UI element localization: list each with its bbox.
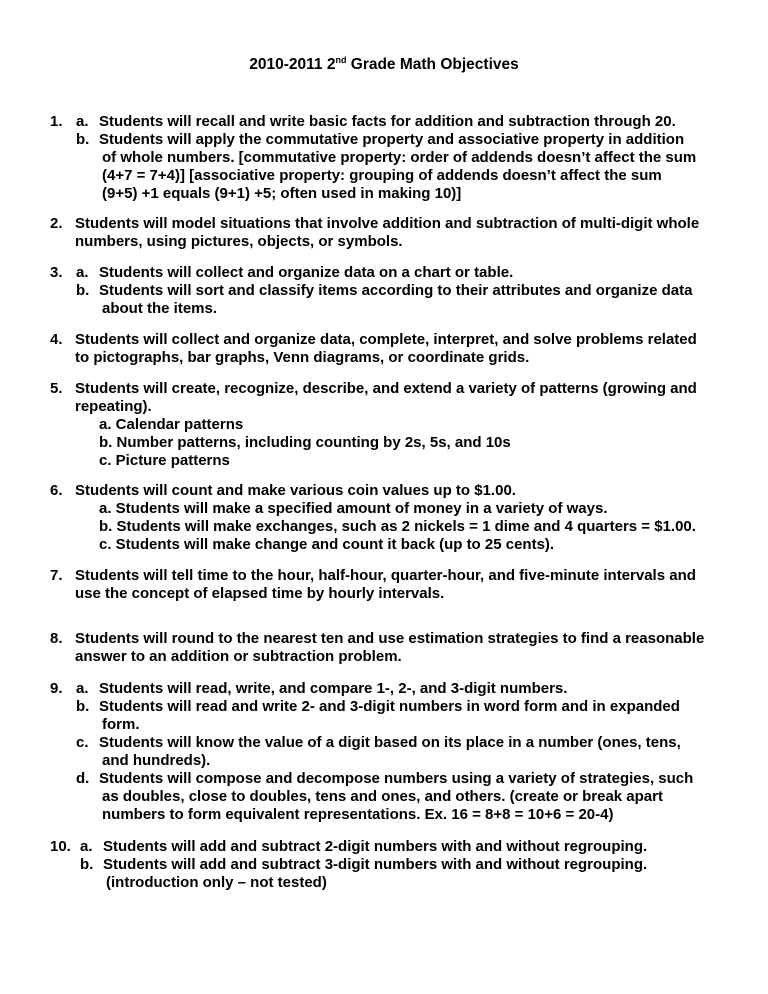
objective-text: to pictographs, bar graphs, Venn diagrams, or coordinate grids. [75, 349, 530, 366]
objective-text: of whole numbers. [commutative property: order of addends doesn’t affect the sum [102, 149, 697, 166]
objective-text: Students will collect and organize data, complete, interpret, and solve problems related [75, 331, 697, 348]
sub-label: c. [76, 734, 89, 751]
objective-text: about the items. [102, 300, 218, 317]
objective-text: numbers to form equivalent representations. Ex. 16 = 8+8 = 10+6 = 20-4) [102, 806, 614, 823]
sub-label: a. [76, 264, 89, 281]
objective-text: Students will tell time to the hour, half-hour, quarter-hour, and five-minute intervals and [75, 567, 696, 584]
objective-number: 4. [50, 331, 63, 348]
sub-label: d. [76, 770, 90, 787]
objective-text: Students will apply the commutative property and associative property in addition [99, 131, 685, 148]
objective-number: 5. [50, 380, 63, 397]
sub-label: b. [76, 131, 90, 148]
objective-text: Students will count and make various coin values up to $1.00. [75, 482, 516, 499]
objective-text: b. Students will make exchanges, such as 2 nickels = 1 dime and 4 quarters = $1.00. [99, 518, 696, 535]
objective-number: 1. [50, 113, 63, 130]
sub-label: a. [76, 680, 89, 697]
objective-text: Students will know the value of a digit based on its place in a number (ones, tens, [99, 734, 681, 751]
objective-text: c. Picture patterns [99, 452, 230, 469]
objective-text: Students will model situations that involve addition and subtraction of multi-digit whole [75, 215, 700, 232]
objective-text: Students will create, recognize, describe, and extend a variety of patterns (growing and [75, 380, 697, 397]
objective-text: Students will compose and decompose numbers using a variety of strategies, such [99, 770, 694, 787]
objective-text: (9+5) +1 equals (9+1) +5; often used in making 10)] [102, 185, 462, 202]
sub-label: a. [80, 838, 93, 855]
objective-text: c. Students will make change and count it back (up to 25 cents). [99, 536, 555, 553]
objective-text: Students will sort and classify items according to their attributes and organize data [99, 282, 693, 299]
objective-text: Students will add and subtract 3-digit numbers with and without regrouping. [103, 856, 648, 873]
objective-text: as doubles, close to doubles, tens and ones, and others. (create or break apart [102, 788, 663, 805]
objective-text: answer to an addition or subtraction problem. [75, 648, 402, 665]
objective-text: Students will add and subtract 2-digit numbers with and without regrouping. [103, 838, 648, 855]
objective-text: a. Calendar patterns [99, 416, 244, 433]
objective-text: (introduction only – not tested) [106, 874, 327, 891]
objective-number: 9. [50, 680, 63, 697]
objective-number: 7. [50, 567, 63, 584]
objective-text: Students will round to the nearest ten and use estimation strategies to find a reasonable [75, 630, 705, 647]
sub-label: a. [76, 113, 89, 130]
objective-text: and hundreds). [102, 752, 211, 769]
objective-text: b. Number patterns, including counting by 2s, 5s, and 10s [99, 434, 511, 451]
sub-label: b. [76, 282, 90, 299]
sub-label: b. [80, 856, 94, 873]
objective-number: 2. [50, 215, 63, 232]
objective-number: 6. [50, 482, 63, 499]
objective-text: use the concept of elapsed time by hourly intervals. [75, 585, 445, 602]
page-title: 2010-2011 2nd Grade Math Objectives [249, 54, 519, 73]
objective-text: Students will collect and organize data on a chart or table. [99, 264, 514, 281]
objective-number: 8. [50, 630, 63, 647]
objective-number: 3. [50, 264, 63, 281]
objective-text: a. Students will make a specified amount of money in a variety of ways. [99, 500, 608, 517]
objective-number: 10. [50, 838, 71, 855]
objective-text: numbers, using pictures, objects, or symbols. [75, 233, 403, 250]
objective-text: Students will read, write, and compare 1-, 2-, and 3-digit numbers. [99, 680, 568, 697]
objective-text: repeating). [75, 398, 152, 415]
objective-text: Students will recall and write basic facts for addition and subtraction through 20. [99, 113, 676, 130]
objective-text: form. [102, 716, 140, 733]
sub-label: b. [76, 698, 90, 715]
objective-text: (4+7 = 7+4)] [associative property: grouping of addends doesn’t affect the sum [102, 167, 662, 184]
objective-text: Students will read and write 2- and 3-digit numbers in word form and in expanded [99, 698, 680, 715]
